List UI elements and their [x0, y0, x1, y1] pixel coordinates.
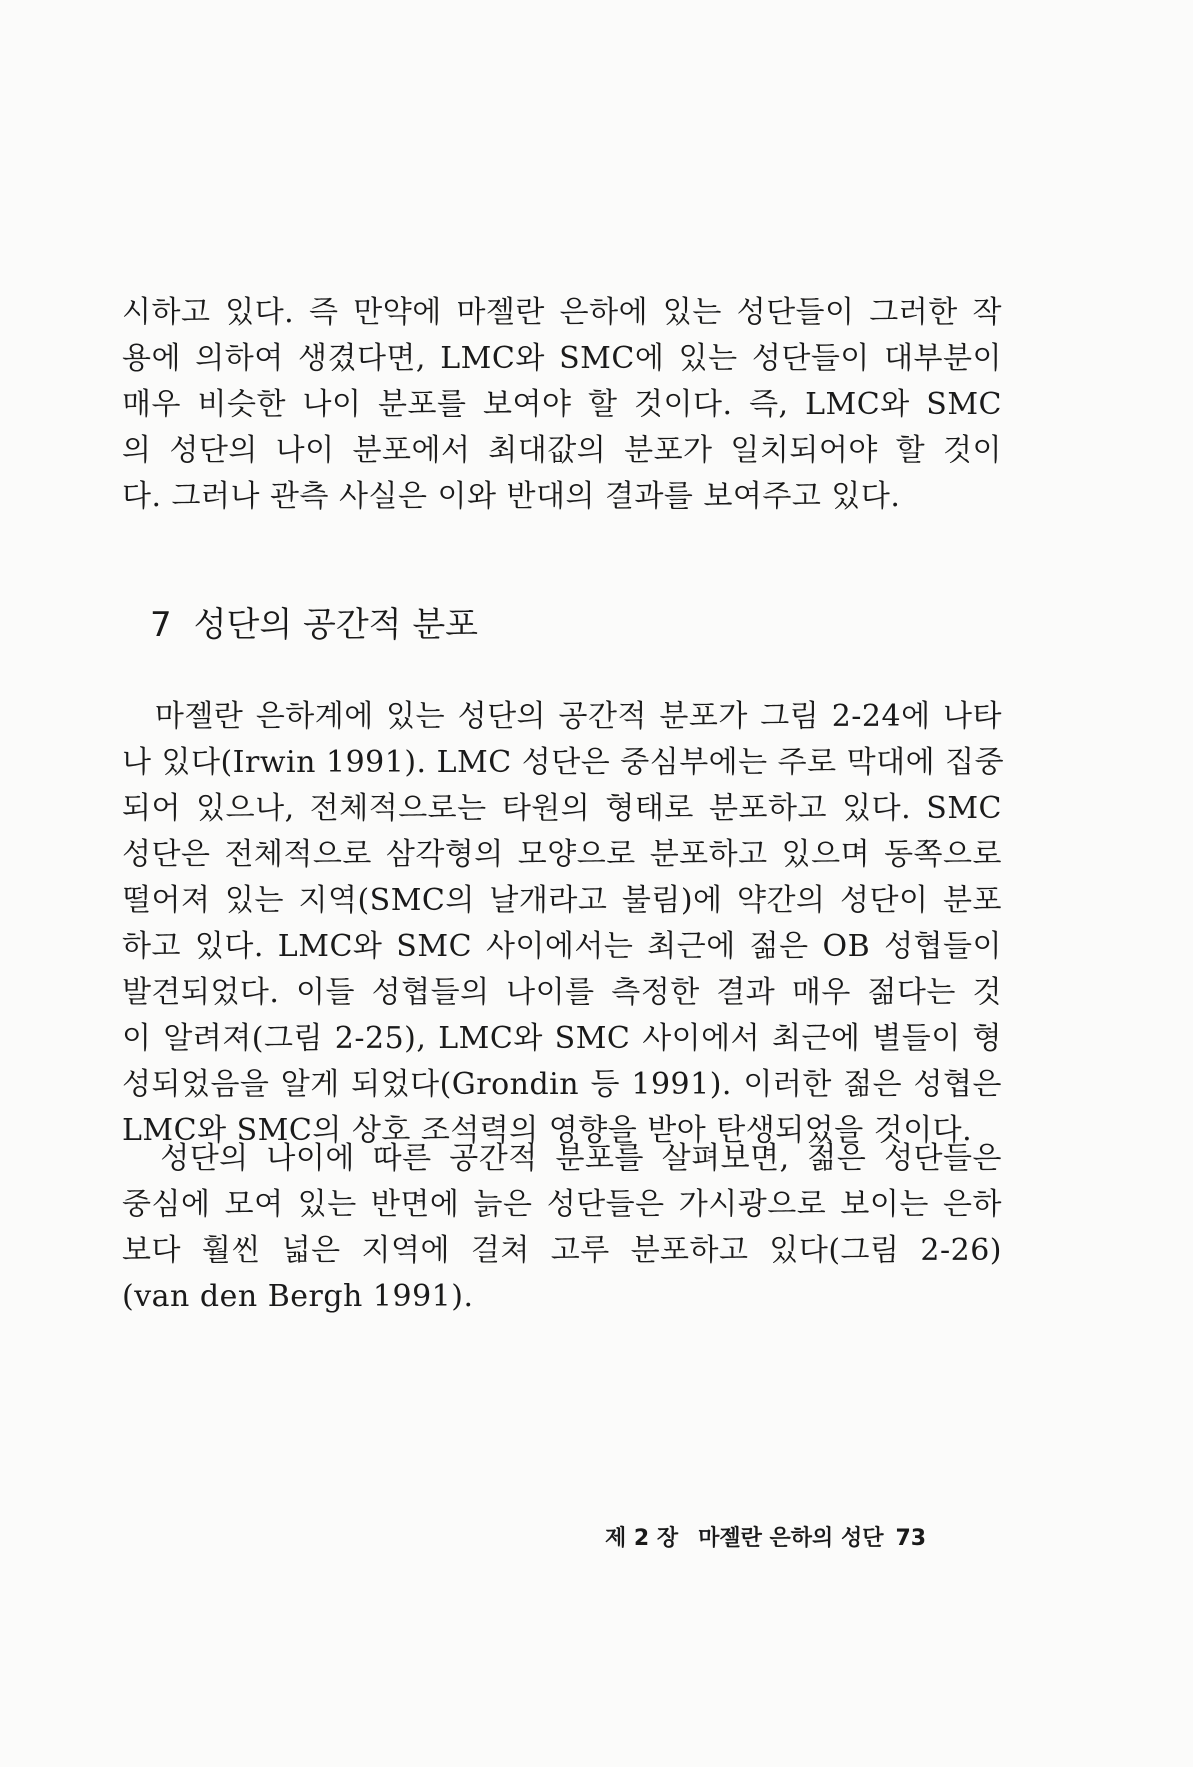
- text-line: 성단의 나이에 따른 공간적 분포를 살펴보면, 젊은 성단들은: [122, 1141, 1002, 1176]
- text-line: 보다 훨씬 넓은 지역에 걸쳐 고루 분포하고 있다(그림 2-26): [122, 1233, 1002, 1268]
- text-line: LMC와 SMC의 상호 조석력의 영향을 받아 탄생되었을 것이다.: [122, 1113, 973, 1148]
- text-line: 발견되었다. 이들 성협들의 나이를 측정한 결과 매우 젊다는 것: [122, 975, 1002, 1010]
- text-line: 떨어져 있는 지역(SMC의 날개라고 불림)에 약간의 성단이 분포: [122, 883, 1002, 918]
- text-line: 마젤란 은하계에 있는 성단의 공간적 분포가 그림 2-24에 나타: [122, 699, 1002, 734]
- text-line: 성되었음을 알게 되었다(Grondin 등 1991). 이러한 젊은 성협은: [122, 1067, 1002, 1102]
- body-paragraph-1: [122, 694, 1005, 1154]
- section-title: 성단의 공간적 분포: [193, 605, 479, 645]
- text-line: 용에 의하여 생겼다면, LMC와 SMC에 있는 성단들이 대부분이: [122, 341, 1002, 376]
- section-heading: [150, 600, 478, 650]
- text-line: 나 있다(Irwin 1991). LMC 성단은 중심부에는 주로 막대에 집중: [122, 745, 1005, 780]
- text-line: 매우 비슷한 나이 분포를 보여야 할 것이다. 즉, LMC와 SMC: [122, 387, 1002, 422]
- text-line: 다. 그러나 관측 사실은 이와 반대의 결과를 보여주고 있다.: [122, 479, 901, 514]
- running-footer: [605, 1524, 1005, 1554]
- text-line: 성단은 전체적으로 삼각형의 모양으로 분포하고 있으며 동쪽으로: [122, 837, 1002, 872]
- page-number: 73: [895, 1526, 927, 1551]
- footer-title: 마젤란 은하의 성단: [698, 1526, 884, 1551]
- text-line: 이 알려져(그림 2-25), LMC와 SMC 사이에서 최근에 별들이 형: [122, 1021, 1002, 1056]
- text-line: (van den Bergh 1991).: [122, 1279, 474, 1314]
- text-line: 시하고 있다. 즉 만약에 마젤란 은하에 있는 성단들이 그러한 작: [122, 295, 1002, 330]
- text-line: 의 성단의 나이 분포에서 최대값의 분포가 일치되어야 할 것이: [122, 433, 1002, 468]
- text-line: 하고 있다. LMC와 SMC 사이에서는 최근에 젊은 OB 성협들이: [122, 929, 1002, 964]
- footer-chapter: 제 2 장: [605, 1526, 679, 1551]
- intro-paragraph: [122, 290, 1002, 520]
- body-paragraph-2: [122, 1136, 1002, 1320]
- text-line: 중심에 모여 있는 반면에 늙은 성단들은 가시광으로 보이는 은하: [122, 1187, 1002, 1222]
- text-line: 되어 있으나, 전체적으로는 타원의 형태로 분포하고 있다. SMC: [122, 791, 1002, 826]
- section-number: 7: [150, 605, 172, 645]
